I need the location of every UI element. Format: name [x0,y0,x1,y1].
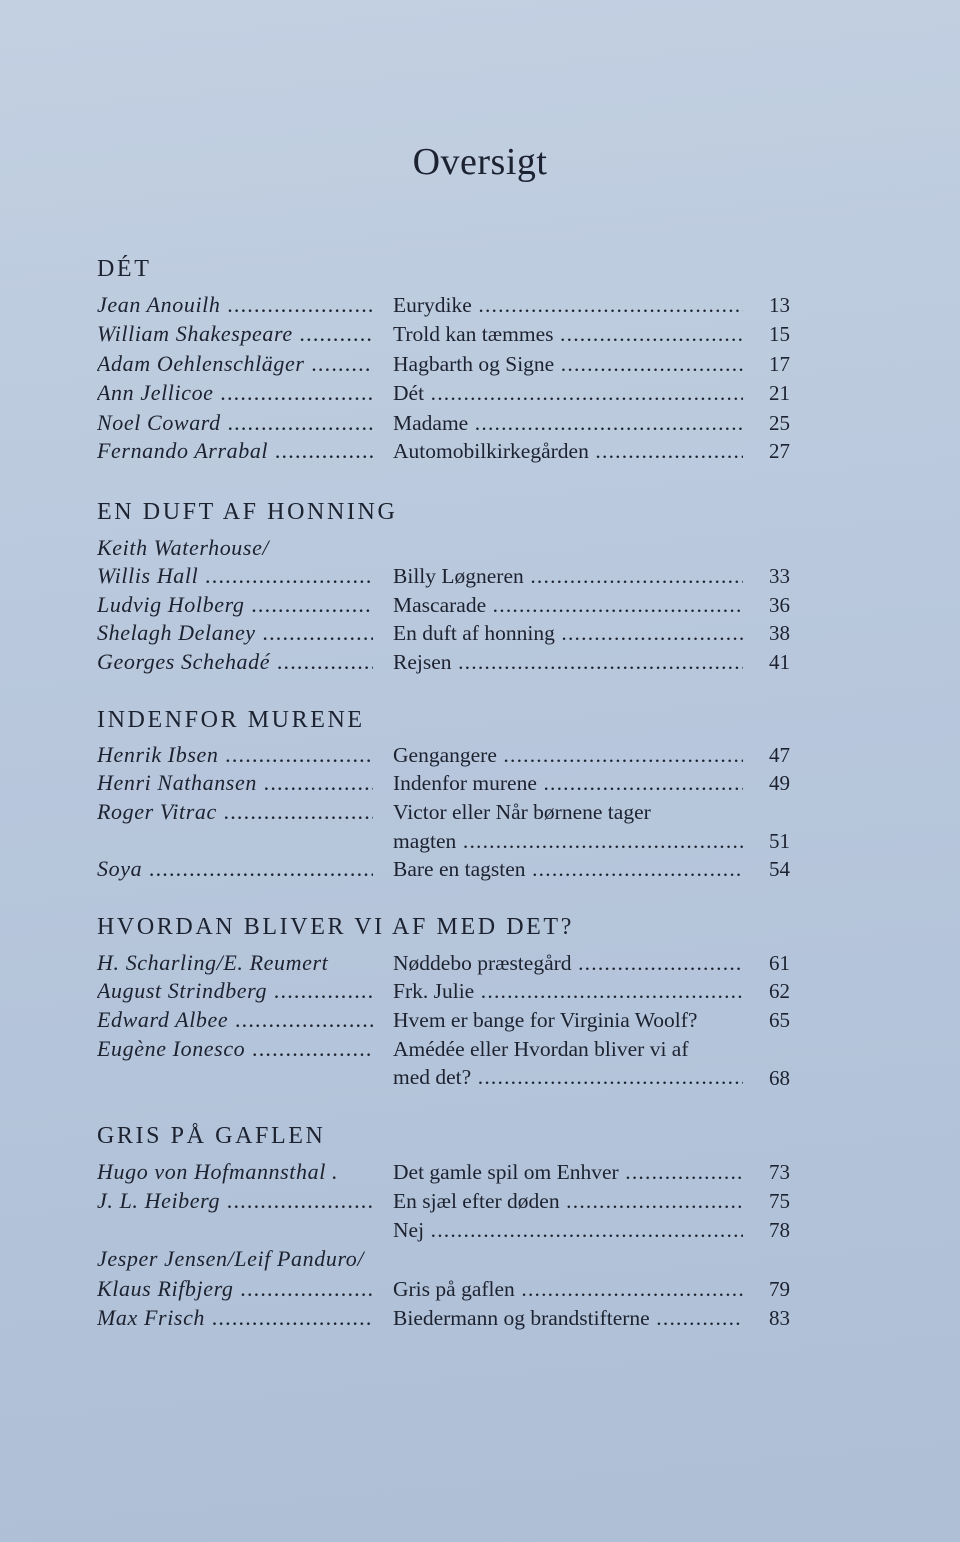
author: Jean Anouilh ..... [97,292,373,318]
author: Ludvig Holberg ..... [97,592,373,618]
author: William Shakespeare ..... [97,321,373,347]
author: Jesper Jensen/Leif Panduro/ [97,1246,365,1271]
play-title: Nej ..... [393,1218,743,1243]
page-number: 49 [769,771,790,795]
play-title: Eurydike ..... [393,293,743,318]
page-number: 33 [769,564,790,588]
page-number: 41 [769,650,790,674]
page-number: 36 [769,593,790,617]
play-title: Frk. Julie ..... [393,979,743,1004]
author: Roger Vitrac ..... [97,799,373,825]
page-number: 21 [769,381,790,405]
play-title: Bare en tagsten ..... [393,857,743,882]
author: Max Frisch ..... [97,1305,373,1331]
author: J. L. Heiberg ..... [97,1188,373,1214]
author: Fernando Arrabal ..... [97,438,373,464]
page-number: 79 [769,1277,790,1301]
section-heading: GRIS PÅ GAFLEN [97,1123,326,1149]
author: Edward Albee ..... [97,1007,373,1033]
play-title: Gris på gaflen ..... [393,1277,743,1302]
page-number: 62 [769,979,790,1003]
play-title: Trold kan tæmmes ..... [393,322,743,347]
section-heading: DÉT [97,256,152,282]
play-title: Det gamle spil om Enhver ..... [393,1160,743,1185]
section-heading: INDENFOR MURENE [97,707,365,733]
author: Adam Oehlenschläger ..... [97,351,373,377]
play-title: Amédée eller Hvordan bliver vi af [393,1037,689,1061]
page-number: 27 [769,439,790,463]
page-number: 25 [769,411,790,435]
author: Ann Jellicoe ..... [97,380,373,406]
author: August Strindberg ..... [97,978,373,1004]
page-number: 54 [769,857,790,881]
play-title: Mascarade ..... [393,593,743,618]
author: Eugène Ionesco ..... [97,1036,373,1062]
author: Shelagh Delaney ..... [97,620,373,646]
author: Keith Waterhouse/ [97,535,270,560]
play-title: Hagbarth og Signe ..... [393,352,743,377]
page-number: 17 [769,352,790,376]
author: Henrik Ibsen ..... [97,742,373,768]
page-number: 73 [769,1160,790,1184]
play-title: Rejsen ..... [393,650,743,675]
play-title: Indenfor murene ..... [393,771,743,796]
page-number: 15 [769,322,790,346]
author: Hugo von Hofmannsthal . [97,1159,339,1184]
page-number: 51 [769,829,790,853]
page-number: 83 [769,1306,790,1330]
page-number: 13 [769,293,790,317]
play-title: Billy Løgneren ..... [393,564,743,589]
play-title: Hvem er bange for Virginia Woolf? [393,1008,698,1032]
author: Georges Schehadé ..... [97,649,373,675]
author: Willis Hall ..... [97,563,373,589]
play-title: Gengangere ..... [393,743,743,768]
author: Klaus Rifbjerg ..... [97,1276,373,1302]
page-number: 78 [769,1218,790,1242]
play-title: med det? ..... [393,1065,743,1090]
play-title: Biedermann og brandstifterne ..... [393,1306,743,1331]
author: Henri Nathansen ..... [97,770,373,796]
play-title: Nøddebo præstegård ..... [393,951,743,976]
play-title: Victor eller Når børnene tager [393,800,651,824]
page-number: 47 [769,743,790,767]
section-heading: EN DUFT AF HONNING [97,499,398,525]
play-title: En duft af honning ..... [393,621,743,646]
page-title: Oversigt [412,141,548,183]
play-title: Automobilkirkegården ..... [393,439,743,464]
section-heading: HVORDAN BLIVER VI AF MED DET? [97,914,574,940]
author: H. Scharling/E. Reumert [97,950,329,975]
author: Noel Coward ..... [97,410,373,436]
page-number: 61 [769,951,790,975]
page-number: 38 [769,621,790,645]
page-number: 68 [769,1066,790,1090]
page-number: 65 [769,1008,790,1032]
play-title: magten ..... [393,829,743,854]
play-title: En sjæl efter døden ..... [393,1189,743,1214]
play-title: Dét ..... [393,381,743,406]
author: Soya ..... [97,856,373,882]
play-title: Madame ..... [393,411,743,436]
page-number: 75 [769,1189,790,1213]
